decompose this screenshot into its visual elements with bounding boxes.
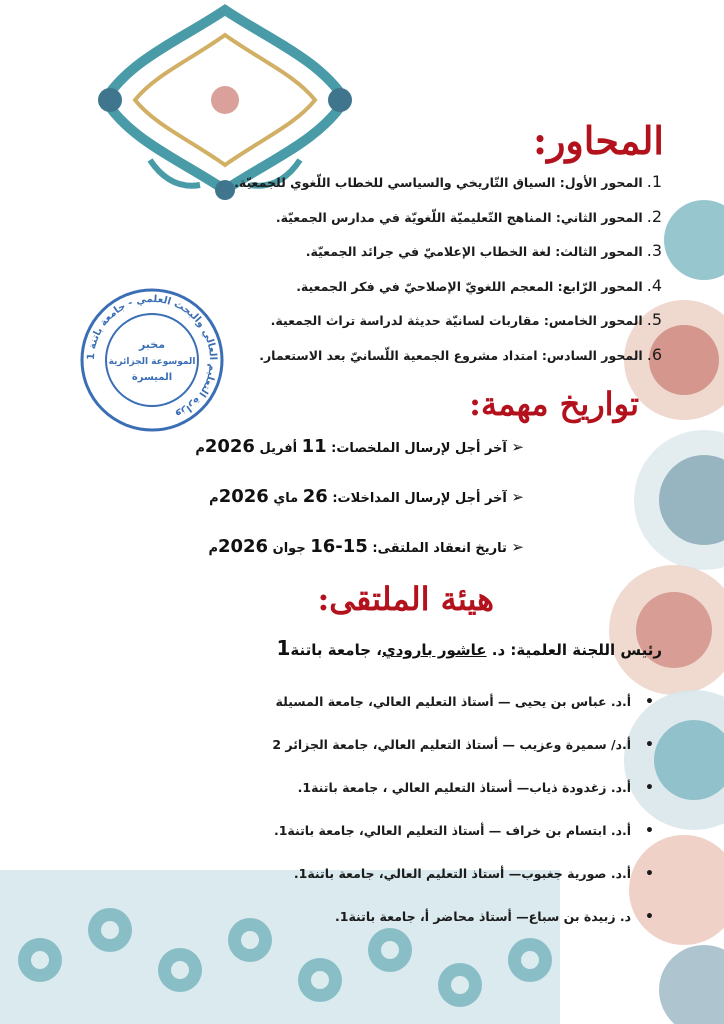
list-item: • أ.د. عباس بن يحيى — أستاذ التعليم العالي، جامعة المسيلة: [275, 693, 654, 710]
list-item: • أ.د/ سميرة وعزيب — أستاذ التعليم العالي، جامعة الجزائر 2: [272, 736, 654, 753]
stamp-line3: الميسرة: [131, 372, 173, 383]
committee-president: رئيس اللجنة العلمية: د. عاشور بارودي، جامعة باتنة1: [276, 636, 662, 660]
bullet-icon: •: [645, 908, 654, 925]
committee-heading: هيئة الملتقى:: [317, 580, 494, 618]
dates-heading: تواريخ مهمة:: [469, 385, 639, 423]
committee-members: [184, 680, 654, 938]
stamp-outer-text: وزارة التعليم العالي والبحث العلمي - جامعة باتنة 1: [85, 293, 219, 421]
list-item: • أ.د. صورية جغبوب— أستاذ التعليم العالي، جامعة باتنة1.: [293, 865, 654, 882]
arrow-icon: ➢: [511, 438, 524, 456]
list-item: • أ.د. زغدودة ذياب— أستاذ التعليم العالي ، جامعة باتنة1.: [297, 779, 654, 796]
list-item: 3.المحور الثالث: لغة الخطاب الإعلاميّ في جرائد الجمعيّة.: [305, 241, 662, 260]
bullet-icon: •: [645, 693, 654, 710]
list-item: 4.المحور الرّابع: المعجم اللغويّ الإصلاحيّ في فكر الجمعية.: [296, 275, 662, 295]
bullet-icon: •: [645, 865, 654, 882]
stamp-line1: مخبر: [138, 338, 166, 351]
date-row: ➢ تاريخ انعقاد الملتقى: 15-16 جوان 2026م: [208, 536, 524, 557]
arrow-icon: ➢: [511, 538, 524, 556]
axes-heading: المحاور:: [533, 118, 664, 163]
lab-stamp: [78, 286, 226, 434]
list-item: • د. زبيدة بن سباع— أستاذ محاضر أ، جامعة باتنة1.: [334, 908, 654, 925]
stamp-line2: الموسوعة الجزائرية: [108, 357, 196, 367]
list-item: 6.المحور السادس: امتداد مشروع الجمعية اللّسانيّ بعد الاستعمار.: [259, 344, 662, 364]
bullet-icon: •: [645, 736, 654, 753]
list-item: • أ.د. ابتسام بن خراف — أستاذ التعليم العالي، جامعة باتنة1.: [273, 822, 654, 839]
bullet-icon: •: [645, 822, 654, 839]
arrow-icon: ➢: [511, 488, 524, 506]
ornament-top: [90, 0, 360, 200]
date-row: ➢ آخر أجل لإرسال الملخصات: 11 أفريل 2026م: [195, 436, 524, 457]
bullet-icon: •: [645, 779, 654, 796]
list-item: 1.المحور الأول: السياق التّاريخي والسياسي للخطاب اللّغوي للجمعيّة.: [234, 172, 662, 191]
dates-list: [195, 436, 524, 586]
date-row: ➢ آخر أجل لإرسال المداخلات: 26 ماي 2026م: [209, 486, 524, 507]
list-item: 5.المحور الخامس: مقاربات لسانيّة حديثة لدراسة تراث الجمعية.: [270, 310, 662, 329]
list-item: 2.المحور الثاني: المناهج التّعليميّة اللّغويّة في مدارس الجمعيّة.: [275, 206, 662, 226]
